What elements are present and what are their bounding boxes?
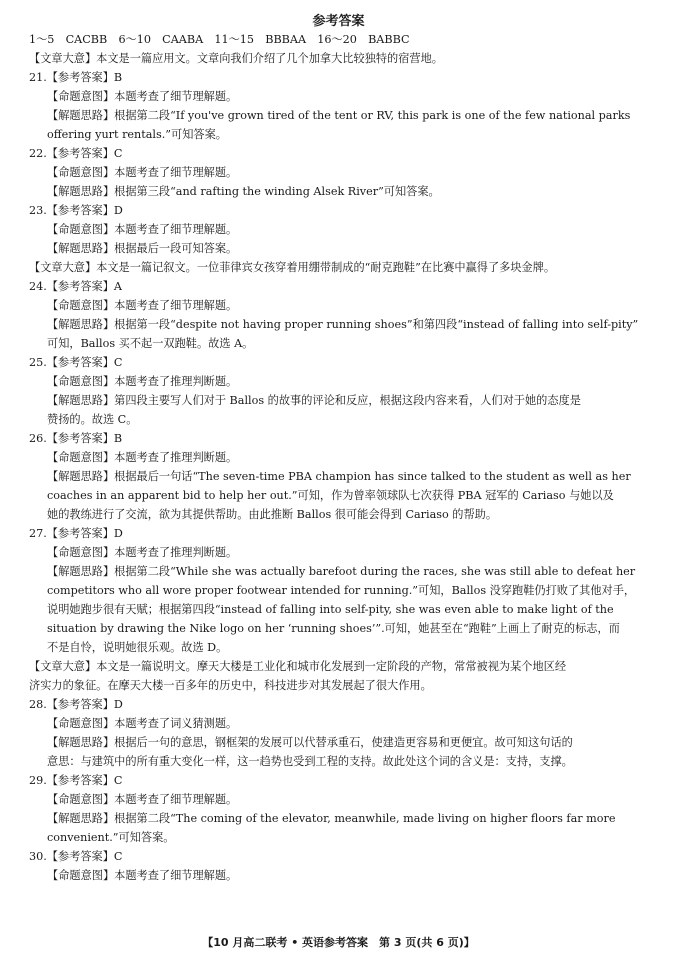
text-line: convenient.”可知答案。 bbox=[47, 831, 175, 844]
text-line: 说明她跑步很有天赋；根据第四段“instead of falling into self-pity, she was even able to make light of the bbox=[47, 603, 614, 616]
text-line: 赞扬的。故选 C。 bbox=[47, 413, 138, 426]
text-line: 23.【参考答案】D bbox=[29, 204, 123, 217]
text-line: 【解题思路】根据后一句的意思，钢框架的发展可以代替承重石，使建造更容易和更便宜。故可知这句话的 bbox=[47, 736, 573, 749]
text-line: 【命题意图】本题考查了推理判断题。 bbox=[47, 451, 238, 464]
text-line: 【解题思路】根据最后一段可知答案。 bbox=[47, 242, 238, 255]
text-line: 【命题意图】本题考查了细节理解题。 bbox=[47, 223, 238, 236]
text-line: coaches in an apparent bid to help her out.”可知，作为曾率领球队七次获得 PBA 冠军的 Cariaso 与她以及 bbox=[47, 489, 614, 502]
text-line: 【命题意图】本题考查了词义猜测题。 bbox=[47, 717, 238, 730]
text-line: 21.【参考答案】B bbox=[29, 71, 123, 84]
text-line: 她的教练进行了交流，欲为其提供帮助。由此推断 Ballos 很可能会得到 Cariaso 的帮助。 bbox=[47, 508, 498, 521]
text-line: 26.【参考答案】B bbox=[29, 432, 123, 445]
text-line: 可知，Ballos 买不起一双跑鞋。故选 A。 bbox=[47, 337, 254, 350]
text-line: 1～5 CACBB 6～10 CAABA 11～15 BBBAA 16～20 BABBC bbox=[29, 33, 410, 46]
text-line: offering yurt rentals.”可知答案。 bbox=[47, 128, 227, 141]
text-line: 29.【参考答案】C bbox=[29, 774, 123, 787]
text-line: 【文章大意】本文是一篇记叙文。一位菲律宾女孩穿着用绷带制成的“耐克跑鞋”在比赛中赢得了多块金牌。 bbox=[29, 261, 556, 274]
text-line: 【解题思路】根据第二段“If you've grown tired of the tent or RV, this park is one of the few national parks bbox=[47, 109, 631, 122]
text-line: 【命题意图】本题考查了细节理解题。 bbox=[47, 90, 238, 103]
text-line: 【命题意图】本题考查了细节理解题。 bbox=[47, 793, 238, 806]
text-line: 【命题意图】本题考查了推理判断题。 bbox=[47, 546, 238, 559]
text-line: 【文章大意】本文是一篇说明文。摩天大楼是工业化和城市化发展到一定阶段的产物，常常被视为某个地区经 bbox=[29, 660, 567, 673]
text-line: 24.【参考答案】A bbox=[29, 280, 122, 293]
text-line: 27.【参考答案】D bbox=[29, 527, 123, 540]
text-line: 【文章大意】本文是一篇应用文。文章向我们介绍了几个加拿大比较独特的宿营地。 bbox=[29, 52, 443, 65]
text-line: 意思：与建筑中的所有重大变化一样，这一趋势也受到工程的支持。故此处这个词的含义是：支持，支撑。 bbox=[47, 755, 573, 768]
text-line: 【命题意图】本题考查了细节理解题。 bbox=[47, 166, 238, 179]
text-line: 【解题思路】根据第三段“and rafting the winding Alsek River”可知答案。 bbox=[47, 185, 440, 198]
page-title: 参考答案 bbox=[312, 14, 365, 29]
text-line: 22.【参考答案】C bbox=[29, 147, 123, 160]
text-line: 【解题思路】第四段主要写人们对于 Ballos 的故事的评论和反应，根据这段内容来看，人们对于她的态度是 bbox=[47, 394, 581, 407]
text-line: 不是自怜，说明她很乐观。故选 D。 bbox=[47, 641, 228, 654]
text-line: 【命题意图】本题考查了推理判断题。 bbox=[47, 375, 238, 388]
text-line: 济实力的象征。在摩天大楼一百多年的历史中，科技进步对其发展起了很大作用。 bbox=[29, 679, 432, 692]
text-line: 【解题思路】根据最后一句话“The seven-time PBA champion has since talked to the student as well as her bbox=[47, 470, 631, 483]
text-line: situation by drawing the Nike logo on her ‘running shoes’”.可知，她甚至在“跑鞋”上画上了耐克的标志，而 bbox=[47, 622, 620, 635]
text-line: 【解题思路】根据第一段“despite not having proper running shoes”和第四段“instead of falling into self-pity” bbox=[47, 318, 639, 331]
page-footer: 【10 月高二联考 • 英语参考答案 第 3 页(共 6 页)】 bbox=[202, 936, 475, 949]
text-line: 【命题意图】本题考查了细节理解题。 bbox=[47, 869, 238, 882]
text-line: 30.【参考答案】C bbox=[29, 850, 123, 863]
text-line: 【解题思路】根据第二段“The coming of the elevator, meanwhile, made living on higher floors far more bbox=[47, 812, 616, 825]
text-line: 【命题意图】本题考查了细节理解题。 bbox=[47, 299, 238, 312]
text-line: 25.【参考答案】C bbox=[29, 356, 123, 369]
text-line: 28.【参考答案】D bbox=[29, 698, 123, 711]
answer-content bbox=[29, 30, 651, 885]
text-line: 【解题思路】根据第二段“While she was actually barefoot during the races, she was still able to defeat her bbox=[47, 565, 636, 578]
text-line: competitors who all wore proper footwear intended for running.”可知，Ballos 没穿跑鞋仍打败了其他对手， bbox=[47, 584, 636, 597]
